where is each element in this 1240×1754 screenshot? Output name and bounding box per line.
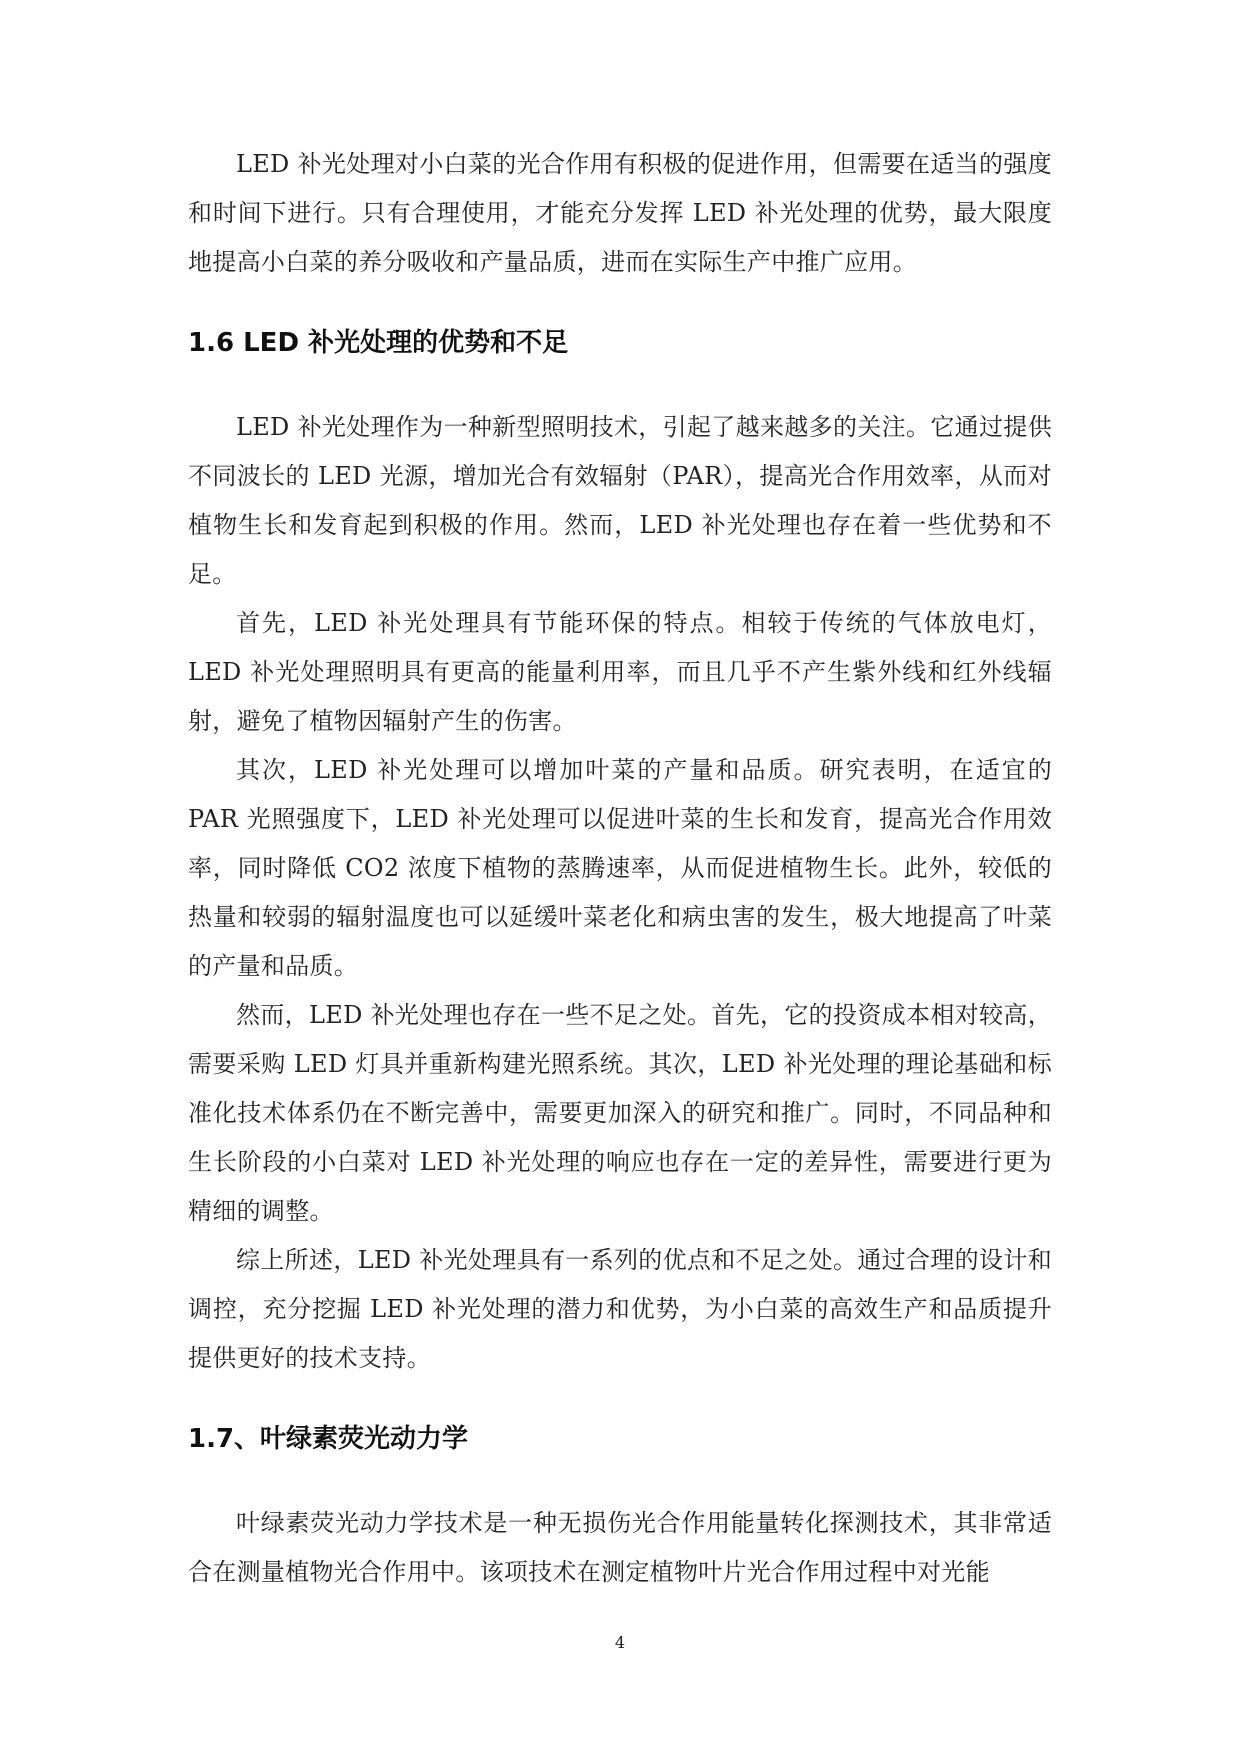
paragraph-summary: 综上所述，LED 补光处理具有一系列的优点和不足之处。通过合理的设计和调控，充分挖掘 LED 补光处理的潜力和优势，为小白菜的高效生产和品质提升提供更好的技术支持。 bbox=[188, 1246, 1052, 1372]
paragraph-drawbacks: 然而，LED 补光处理也存在一些不足之处。首先，它的投资成本相对较高，需要采购 LED 灯具并重新构建光照系统。其次，LED 补光处理的理论基础和标准化技术体系仍在不断完善中，需要更加深入的研究和推广。同时，不同品种和生长阶段的小白菜对 LED 补光处理的响应也存在一定的差异性，需要进行更为精细的调整。 bbox=[188, 1001, 1052, 1225]
paragraph-intro: LED 补光处理对小白菜的光合作用有积极的促进作用，但需要在适当的强度和时间下进行。只有合理使用，才能充分发挥 LED 补光处理的优势，最大限度地提高小白菜的养分吸收和产量品质，进而在实际生产中推广应用。 bbox=[188, 150, 1052, 276]
paragraph-first-advantage: 首先，LED 补光处理具有节能环保的特点。相较于传统的气体放电灯，LED 补光处理照明具有更高的能量利用率，而且几乎不产生紫外线和红外线辐射，避免了植物因辐射产生的伤害。 bbox=[188, 609, 1052, 735]
section-heading-1-7: 1.7、叶绿素荧光动力学 bbox=[188, 1424, 469, 1454]
paragraph-second-advantage: 其次，LED 补光处理可以增加叶菜的产量和品质。研究表明，在适宜的 PAR 光照强度下，LED 补光处理可以促进叶菜的生长和发育，提高光合作用效率，同时降低 CO2 浓度下植物的蒸腾速率，从而促进植物生长。此外，较低的热量和较弱的辐射温度也可以延缓叶菜老化和病虫害的发生，极大地提高了叶菜的产量和品质。 bbox=[188, 756, 1052, 980]
paragraph-chlorophyll: 叶绿素荧光动力学技术是一种无损伤光合作用能量转化探测技术，其非常适合在测量植物光合作用中。该项技术在测定植物叶片光合作用过程中对光能 bbox=[188, 1509, 1052, 1586]
page-number: 4 bbox=[614, 1633, 626, 1652]
paragraph-led-overview: LED 补光处理作为一种新型照明技术，引起了越来越多的关注。它通过提供不同波长的 LED 光源，增加光合有效辐射（PAR），提高光合作用效率，从而对植物生长和发育起到积极的作用。然而，LED 补光处理也存在着一些优势和不足。 bbox=[188, 413, 1052, 588]
section-heading-1-6: 1.6 LED 补光处理的优势和不足 bbox=[188, 328, 569, 358]
document-body bbox=[188, 140, 1052, 1597]
